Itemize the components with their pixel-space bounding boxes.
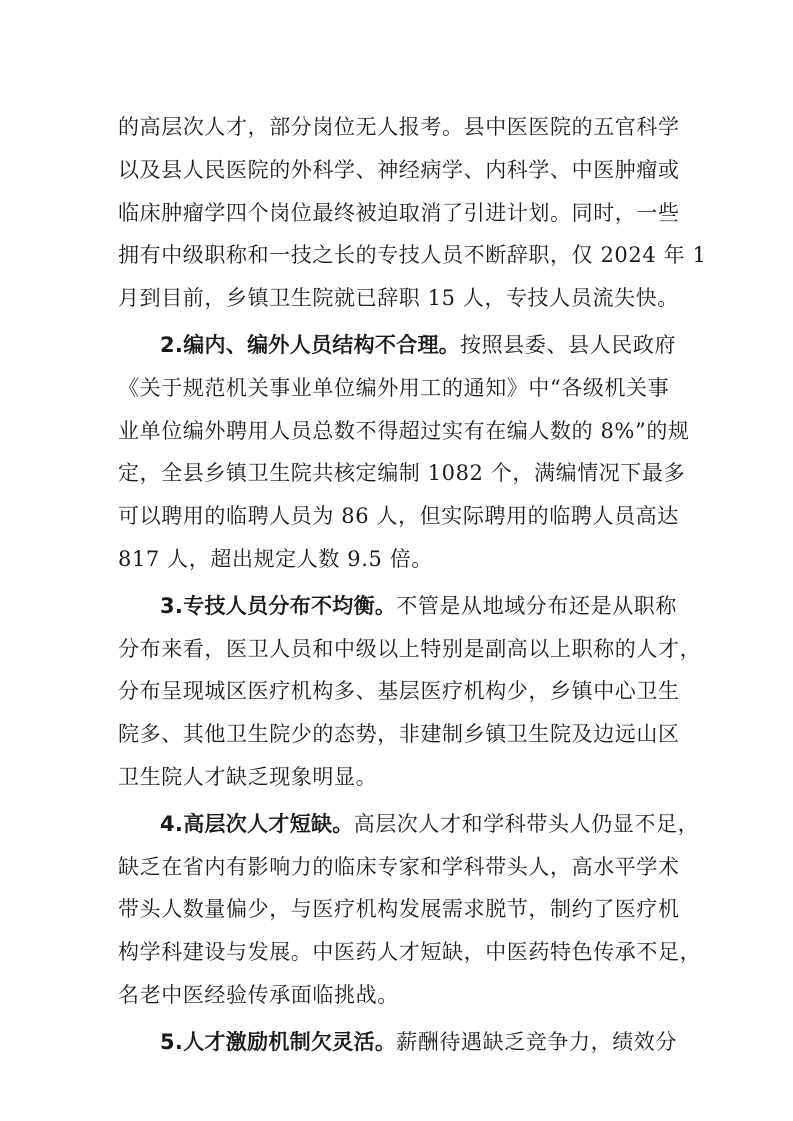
section-heading: 2.编内、编外人员结构不合理。 <box>160 332 461 357</box>
text-line <box>118 803 700 846</box>
text-line: 临床肿瘤学四个岗位最终被迫取消了引进计划。同时，一些 <box>118 200 680 225</box>
text-run: 按照县委、县人民政府 <box>460 332 677 357</box>
section-heading: 5.人才激励机制欠灵活。 <box>160 1029 397 1054</box>
text-line: 分布呈现城区医疗机构多、基层医疗机构少，乡镇中心卫生 <box>118 679 680 704</box>
text-run: 不管是从地域分布还是从职称 <box>396 593 678 618</box>
paragraph-continuation <box>118 106 707 320</box>
paragraph-high-level-talent <box>118 803 702 1017</box>
text-line: 的高层次人才，部分岗位无人报考。县中医医院的五官科学 <box>118 115 680 139</box>
text-line: 分布来看，医卫人员和中级以上特别是副高以上职称的人才， <box>118 636 702 661</box>
text-line: 月到目前，乡镇卫生院就已辞职 15 人，专技人员流失快。 <box>118 286 679 311</box>
text-line: 构学科建设与发展。中医药人才短缺，中医药特色传承不足， <box>118 940 702 965</box>
document-page <box>118 106 707 1064</box>
paragraph-staff-structure <box>118 324 690 581</box>
paragraph-distribution <box>118 585 702 799</box>
text-line: 缺乏在省内有影响力的临床专家和学科带头人，高水平学术 <box>118 854 680 879</box>
paragraph-incentive <box>118 1021 678 1064</box>
text-line: 《关于规范机关事业单位编外用工的通知》中“各级机关事 <box>118 375 670 400</box>
text-line: 定，全县乡镇卫生院共核定编制 1082 个，满编情况下最多 <box>118 461 686 486</box>
text-line <box>118 585 678 628</box>
text-line: 院多、其他卫生院少的态势，非建制乡镇卫生院及边远山区 <box>118 722 680 747</box>
text-line <box>118 1021 678 1064</box>
text-line: 817 人，超出规定人数 9.5 倍。 <box>118 546 433 571</box>
text-run: 高层次人才和学科带头人仍显不足， <box>353 811 700 836</box>
section-heading: 3.专技人员分布不均衡。 <box>160 593 397 618</box>
text-run: 薪酬待遇缺乏竞争力，绩效分 <box>396 1029 678 1054</box>
section-heading: 4.高层次人才短缺。 <box>160 811 354 836</box>
text-line: 带头人数量偏少，与医疗机构发展需求脱节，制约了医疗机 <box>118 897 680 922</box>
text-line: 可以聘用的临聘人员为 86 人，但实际聘用的临聘人员高达 <box>118 504 679 529</box>
text-line: 以及县人民医院的外科学、神经病学、内科学、中医肿瘤或 <box>118 157 680 182</box>
text-line: 拥有中级职称和一技之长的专技人员不断辞职，仅 2024 年 1 <box>118 243 707 268</box>
text-line: 业单位编外聘用人员总数不得超过实有在编人数的 8%”的规 <box>118 418 690 443</box>
text-line <box>118 324 678 367</box>
text-line: 卫生院人才缺乏现象明显。 <box>118 764 378 789</box>
text-line: 名老中医经验传承面临挑战。 <box>118 982 399 1007</box>
